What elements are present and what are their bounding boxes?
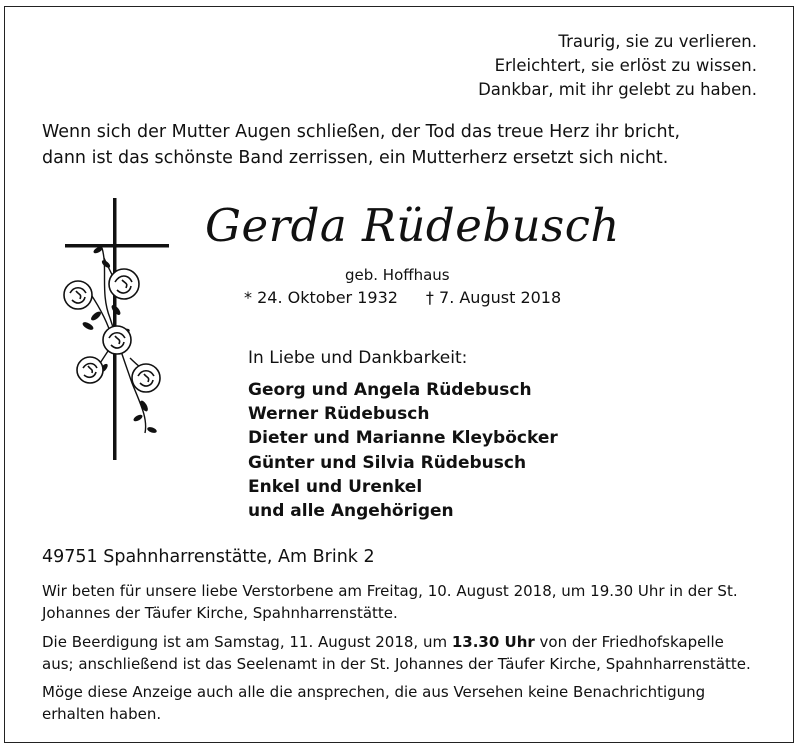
top-quote-line: Erleichtert, sie erlöst zu wissen.	[494, 56, 757, 75]
prayer-paragraph: Wir beten für unsere liebe Verstorbene am Freitag, 10. August 2018, um 19.30 Uhr in der St. Johannes der Täufer Kirche, Spahnharrenstätte.	[42, 582, 738, 622]
funeral-paragraph	[42, 631, 758, 675]
thanks-label: In Liebe und Dankbarkeit:	[248, 348, 468, 368]
cross-with-roses-icon	[60, 198, 175, 460]
top-quote-line: Traurig, sie zu verlieren.	[558, 32, 757, 51]
poem-line: dann ist das schönste Band zerrissen, ein Mutterherz ersetzt sich nicht.	[42, 148, 669, 168]
address: 49751 Spahnharrenstätte, Am Brink 2	[42, 547, 375, 567]
mourner-entry: Werner Rüdebusch	[248, 404, 430, 425]
funeral-time: 13.30 Uhr	[451, 633, 535, 651]
birth-date: * 24. Oktober 1932	[244, 288, 398, 307]
funeral-text-before: Die Beerdigung ist am Samstag, 11. August 2018, um	[42, 633, 452, 651]
funeral-text-after: von der Friedhofskapelle aus; anschließend ist das Seelenamt in der St. Johannes der Täufer Kirche, Spahnharrenstätte.	[42, 633, 751, 673]
life-dates	[244, 287, 561, 309]
deceased-name: Gerda Rüdebusch	[205, 199, 620, 252]
closing-paragraph: Möge diese Anzeige auch alle die ansprechen, die aus Versehen keine Benachrichtigung erhalten haben.	[42, 683, 706, 723]
mourner-entry: Enkel und Urenkel	[248, 476, 423, 497]
top-quote-line: Dankbar, mit ihr gelebt zu haben.	[478, 80, 757, 99]
poem	[42, 119, 680, 171]
maiden-name: geb. Hoffhaus	[345, 266, 450, 284]
mourner-entry: Günter und Silvia Rüdebusch	[248, 452, 527, 473]
mourner-entry: Georg und Angela Rüdebusch	[248, 380, 532, 400]
mourner-entry: Dieter und Marianne Kleyböcker	[248, 428, 558, 449]
poem-line: Wenn sich der Mutter Augen schließen, der Tod das treue Herz ihr bricht,	[42, 122, 681, 142]
mourners-list	[248, 378, 558, 523]
top-quote	[478, 30, 757, 102]
mourner-entry: und alle Angehörigen	[248, 501, 454, 522]
death-date: † 7. August 2018	[425, 288, 562, 307]
